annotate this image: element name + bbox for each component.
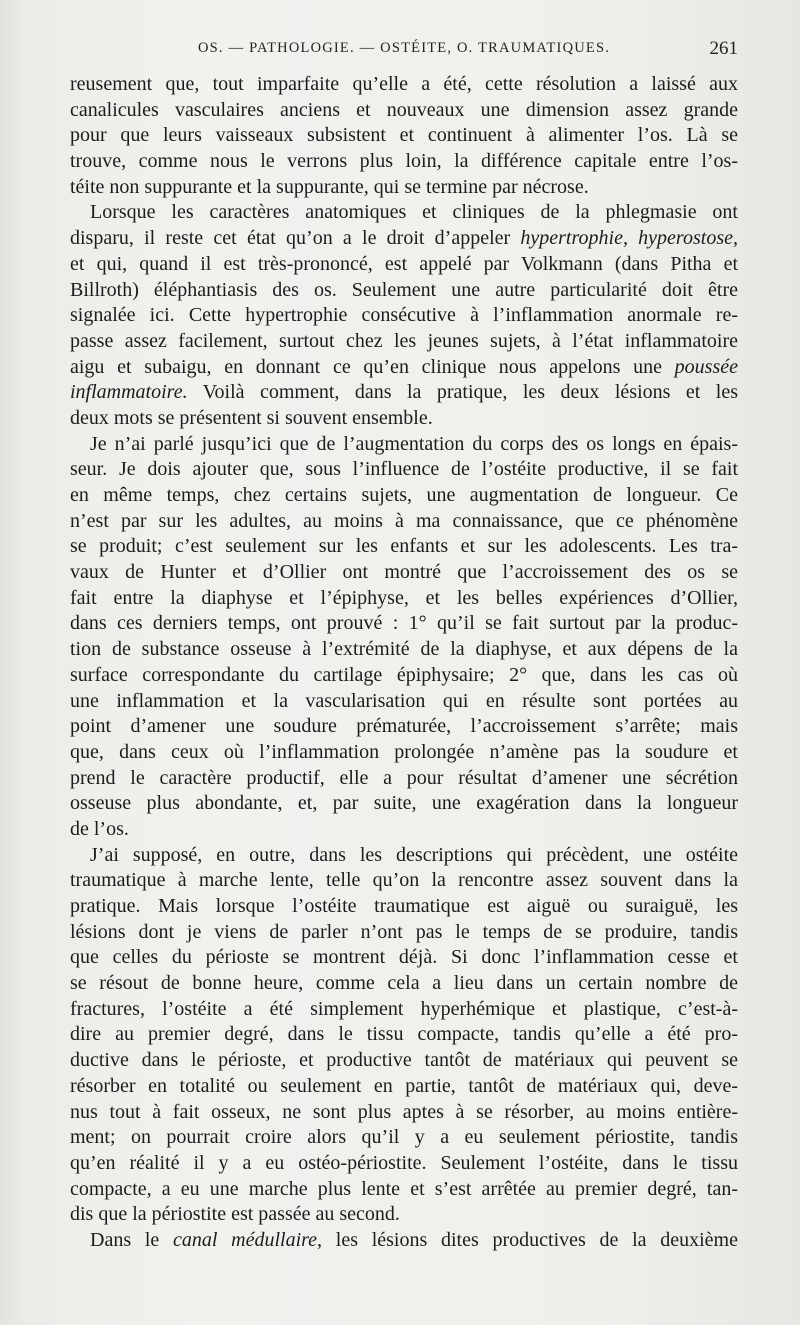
text-line: se résout de bonne heure, comme cela a lieu dans un certain nombre de [70,972,738,995]
text-line: et qui, quand il est très-prononcé, est appelé par Volkmann (dans Pitha et [70,252,738,275]
body-text [70,72,738,1254]
text-line: dans ces derniers temps, ont prouvé : 1° qu’il se fait surtout par la produc- [70,612,738,635]
text-line: ment; on pourrait croire alors qu’il y a eu seulement périostite, tandis [70,1126,738,1149]
italic-term: inflammatoire. [70,381,188,404]
italic-term: hypertrophie, hyperostose, [520,227,738,250]
text-line: dire au premier degré, dans le tissu compacte, tandis qu’elle a été pro- [70,1023,738,1046]
text-line: qu’en réalité il y a eu ostéo-périostite. Seulement l’ostéite, dans le tissu [70,1151,738,1174]
text-line: tion de substance osseuse à l’extrémité de la diaphyse, et aux dépens de la [70,638,738,661]
text-line: de l’os. [70,817,129,840]
text-line: traumatique à marche lente, telle qu’on la rencontre assez souvent dans la [70,869,738,892]
text-line [70,380,738,406]
text-line: fait entre la diaphyse et l’épiphyse, et les belles expériences d’Ollier, [70,586,738,609]
text-line: surface correspondante du cartilage épiphysaire; 2° que, dans les cas où [70,663,738,686]
text-line [70,355,738,381]
text-line: une inflammation et la vascularisation qui en résulte sont portées au [70,689,738,712]
text-line: se produit; c’est seulement sur les enfants et sur les adolescents. Les tra- [70,535,738,558]
text-line: prend le caractère productif, elle a pour résultat d’amener une sécrétion [70,766,738,789]
text-line: vaux de Hunter et d’Ollier ont montré que l’accroissement des os se [70,561,738,584]
text-line: que celles du périoste se montrent déjà. Si donc l’inflammation cesse et [70,946,738,969]
text-line: lésions dont je viens de parler n’ont pas le temps de se produire, tandis [70,920,738,943]
text-line: trouve, comme nous le verrons plus loin, la différence capitale entre l’os- [70,150,738,173]
text-line: seur. Je dois ajouter que, sous l’influence de l’ostéite productive, il se fait [70,458,738,481]
text-line: canalicules vasculaires anciens et nouveaux une dimension assez grande [70,98,738,121]
text-line: Billroth) éléphantiasis des os. Seulement une autre particularité doit être [70,278,738,301]
text-line: Lorsque les caractères anatomiques et cliniques de la phlegmasie ont [90,201,738,224]
text-line: ductive dans le périoste, et productive tantôt de matériaux qui peuvent se [70,1049,738,1072]
page-number: 261 [709,38,738,59]
text-line: pratique. Mais lorsque l’ostéite traumatique est aiguë ou suraiguë, les [70,895,738,917]
text-line: que, dans ceux où l’inflammation prolongée n’amène pas la soudure et [70,740,738,763]
text-line: reusement que, tout imparfaite qu’elle a été, cette résolution a laissé aux [70,73,738,95]
text-line: pour que leurs vaisseaux subsistent et continuent à alimenter l’os. Là se [70,124,738,147]
text-line: résorber en totalité ou seulement en partie, tantôt de matériaux qui, deve- [70,1074,738,1097]
page-header [70,38,738,64]
text-line: dis que la périostite est passée au second. [70,1203,400,1226]
text-line: en même temps, chez certains sujets, une augmentation de longueur. Ce [70,484,738,506]
running-head: OS. — PATHOLOGIE. — OSTÉITE, O. TRAUMATIQUES. [198,40,611,56]
text-line [70,226,738,252]
text-line: point d’amener une soudure prématurée, l’accroissement s’arrête; mais [70,715,738,738]
text-run: disparu, il reste cet état qu’on a le droit d’appeler [70,227,521,250]
text-line: fractures, l’ostéite a été simplement hyperhémique et plastique, c’est-à- [70,997,738,1020]
text-run: aigu et subaigu, en donnant ce qu’en clinique nous appelons une [70,355,675,378]
text-line: J’ai supposé, en outre, dans les descriptions qui précèdent, une ostéite [90,843,738,866]
text-line: Je n’ai parlé jusqu’ici que de l’augmentation du corps des os longs en épais- [90,432,738,455]
text-run: les lésions dites productives de la deuxième [322,1228,738,1251]
text-run: Dans le [90,1228,173,1251]
text-line: n’est par sur les adultes, au moins à ma connaissance, que ce phénomène [70,509,738,532]
text-line: téite non suppurante et la suppurante, qui se termine par nécrose. [70,175,589,198]
text-line: deux mots se présentent si souvent ensemble. [70,406,433,429]
text-run: Voilà comment, dans la pratique, les deux lésions et les [187,381,738,404]
text-line: passe assez facilement, surtout chez les jeunes sujets, à l’état inflammatoire [70,329,738,352]
text-line [70,1228,738,1254]
text-line: osseuse plus abondante, et, par suite, une exagération dans la longueur [70,792,738,815]
italic-term: canal médullaire, [172,1228,323,1251]
text-line: compacte, a eu une marche plus lente et s’est arrêtée au premier degré, tan- [70,1177,738,1200]
italic-term: poussée [674,355,738,378]
text-line: signalée ici. Cette hypertrophie consécutive à l’inflammation anormale re- [70,304,738,327]
text-line: nus tout à fait osseux, ne sont plus aptes à se résorber, au moins entière- [70,1100,738,1123]
